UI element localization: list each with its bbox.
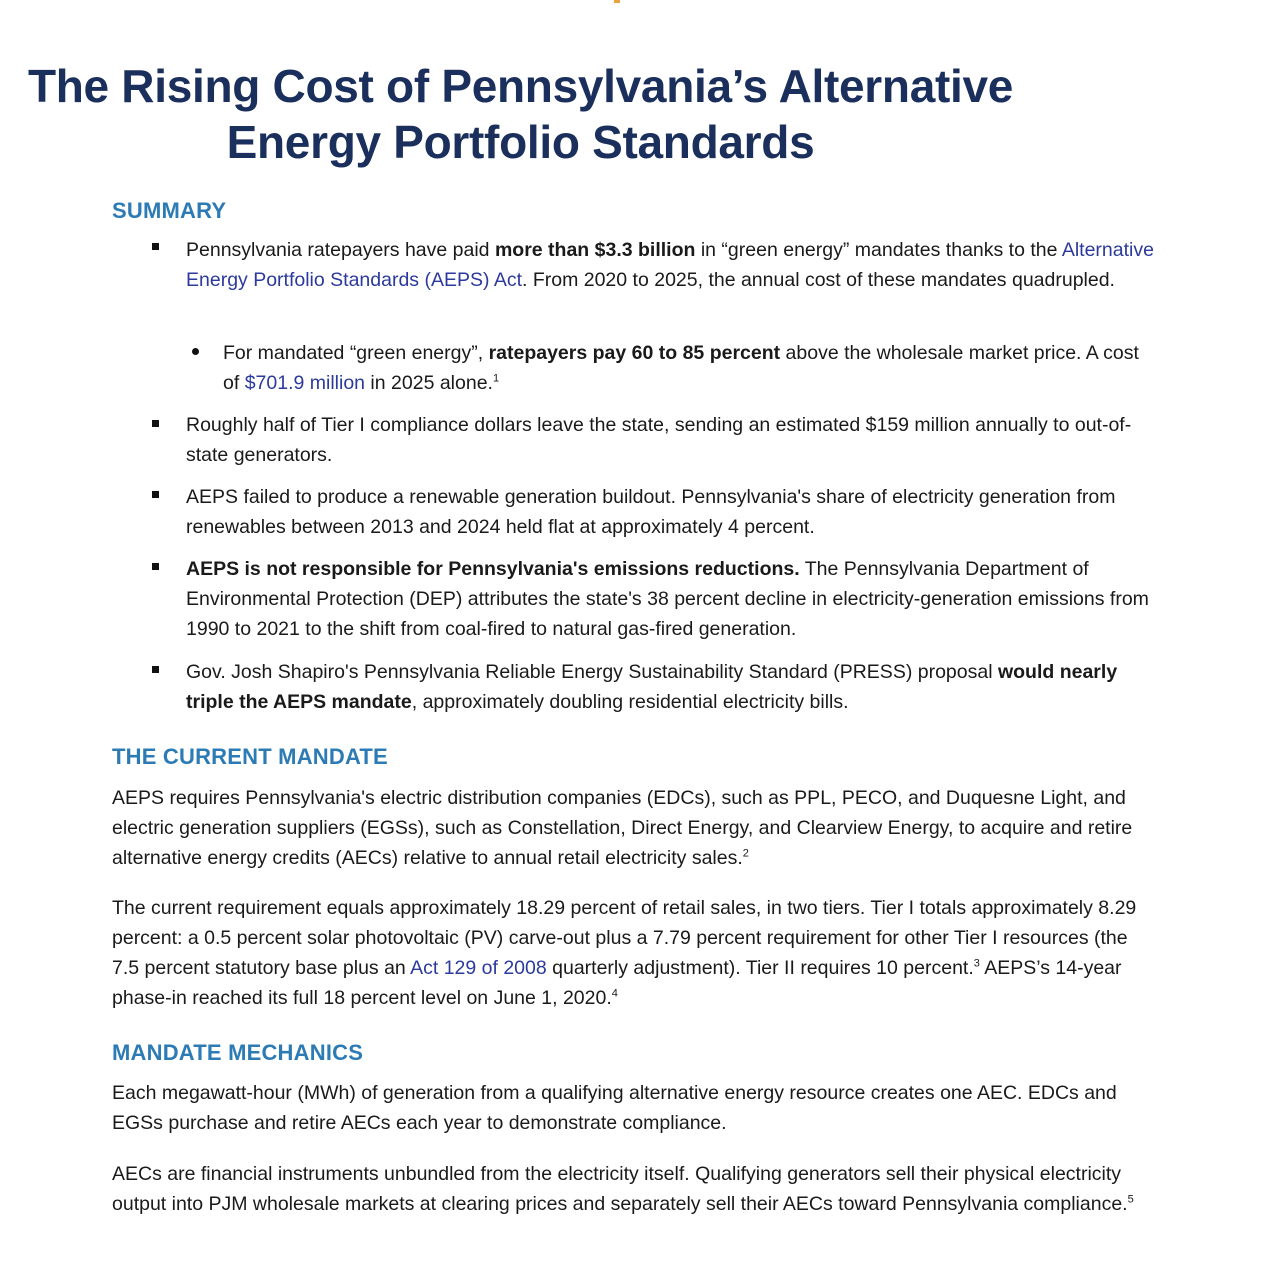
sub-bullet-marker — [192, 348, 199, 355]
footnote-ref-1[interactable]: 1 — [492, 372, 500, 385]
footnote-ref-3[interactable]: 3 — [973, 957, 980, 970]
text: For mandated “green energy”, — [223, 342, 489, 364]
bold-text: more than $3.3 billion — [494, 239, 696, 261]
summary-sub-bullet — [223, 338, 1158, 398]
mechanics-paragraph-2 — [112, 1159, 1157, 1219]
mandate-mechanics-heading: MANDATE MECHANICS — [112, 1040, 364, 1065]
title-line-1: The Rising Cost of Pennsylvania’s Alternative — [27, 60, 1014, 112]
bold-text: AEPS is not responsible for Pennsylvania's emissions reductions. — [186, 558, 800, 580]
summary-bullet-5 — [186, 657, 1161, 717]
footnote-ref-4[interactable]: 4 — [611, 987, 618, 1000]
bullet-marker — [152, 243, 159, 250]
top-decoration — [614, 0, 620, 3]
summary-bullet-2: Roughly half of Tier I compliance dollars leave the state, sending an estimated $159 million annually to out-of-state generators. — [186, 414, 1132, 466]
bullet-marker — [152, 563, 159, 570]
text: The current requirement equals approximately 18.29 percent of retail sales, in two tiers. Tier I totals approximately 8.29 percent: a 0.5 percent solar photovoltaic (PV) carve-out plus a 7.79 percent requirement for other Tier I resources (the 7.5 percent statutory base plus an — [112, 897, 1137, 979]
bullet-marker — [152, 491, 159, 498]
text: in 2025 alone. — [365, 372, 493, 394]
aeps-act-link[interactable]: Alternative Energy Portfolio Standards (AEPS) Act — [186, 239, 1154, 291]
footnote-ref-5[interactable]: 5 — [1127, 1193, 1134, 1206]
text: AEPS’s 14-year phase-in reached its full 18 percent level on June 1, 2020. — [112, 957, 1122, 1009]
bullet-marker — [152, 666, 159, 673]
mechanics-paragraph-1: Each megawatt-hour (MWh) of generation from a qualifying alternative energy resource creates one AEC. EDCs and EGSs purchase and retire AECs each year to demonstrate compliance. — [112, 1082, 1117, 1134]
summary-bullet-4 — [186, 554, 1161, 644]
footnote-ref-2[interactable]: 2 — [742, 847, 749, 860]
current-mandate-paragraph-1 — [112, 783, 1157, 873]
bullet-marker — [152, 420, 159, 427]
bold-text: ratepayers pay 60 to 85 percent — [488, 342, 781, 364]
current-mandate-paragraph-2 — [112, 893, 1157, 1013]
current-mandate-heading: THE CURRENT MANDATE — [112, 744, 388, 769]
summary-heading: SUMMARY — [112, 198, 227, 223]
text: The Pennsylvania Department of Environmental Protection (DEP) attributes the state's 38 percent decline in electricity-generation emissions from 1990 to 2021 to the shift from coal-fired to natural gas-fired generation. — [186, 558, 1149, 640]
text: quarterly adjustment). Tier II requires 10 percent. — [546, 957, 974, 979]
act-129-link[interactable]: Act 129 of 2008 — [410, 957, 547, 979]
text: AECs are financial instruments unbundled from the electricity itself. Qualifying generators sell their physical electricity output into PJM wholesale markets at clearing prices and separately sell their AECs toward Pennsylvania compliance. — [112, 1163, 1128, 1215]
text: , approximately doubling residential electricity bills. — [411, 691, 849, 713]
cost-2025-link[interactable]: $701.9 million — [244, 372, 366, 394]
text: Pennsylvania ratepayers have paid — [186, 239, 495, 261]
title-line-2: Energy Portfolio Standards — [226, 116, 815, 168]
text: in “green energy” mandates thanks to the — [695, 239, 1062, 261]
bold-text: would nearly triple the AEPS mandate — [186, 661, 1118, 713]
text: . From 2020 to 2025, the annual cost of these mandates quadrupled. — [522, 269, 1115, 291]
text: Gov. Josh Shapiro's Pennsylvania Reliable Energy Sustainability Standard (PRESS) proposal — [186, 661, 998, 683]
summary-bullet-3: AEPS failed to produce a renewable generation buildout. Pennsylvania's share of electricity generation from renewables between 2013 and 2024 held flat at approximately 4 percent. — [186, 486, 1116, 538]
text: AEPS requires Pennsylvania's electric distribution companies (EDCs), such as PPL, PECO, and Duquesne Light, and electric generation suppliers (EGSs), such as Constellation, Direct Energy, and Clearview Energy, to acquire and retire alternative energy credits (AECs) relative to annual retail electricity sales. — [112, 787, 1133, 869]
text: above the wholesale market price. A cost of — [223, 342, 1139, 394]
summary-bullet-1 — [186, 235, 1161, 295]
page-title — [0, 58, 1153, 170]
